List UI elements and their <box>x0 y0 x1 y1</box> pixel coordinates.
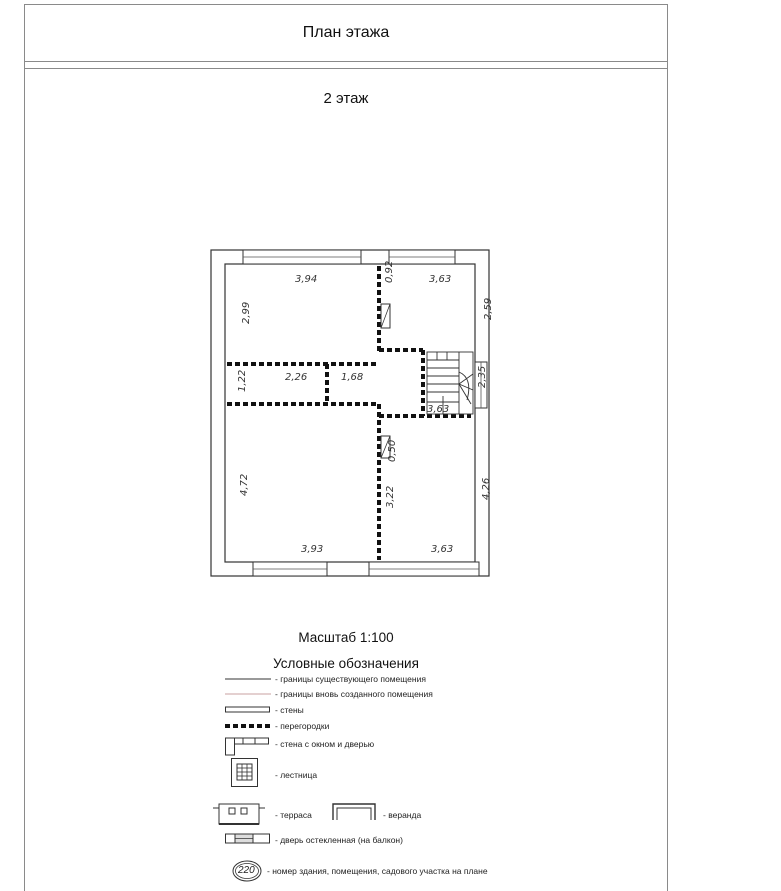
terrace-symbol <box>213 800 265 828</box>
dim-label: 0,50 <box>387 439 398 462</box>
document-sheet <box>24 4 668 891</box>
legend-glazed-door: - дверь остекленная (на балкон) <box>275 835 403 845</box>
legend-new-boundary: - границы вновь созданного помещения <box>275 689 433 699</box>
new-boundary-symbol <box>225 691 271 697</box>
number-sample: 220 <box>238 865 255 876</box>
legend-wall-window-door: - стена с окном и дверью <box>275 739 375 749</box>
legend-stairs: - лестница <box>275 770 318 780</box>
dim-label: 4,72 <box>239 473 250 496</box>
legend-veranda: - веранда <box>383 810 422 820</box>
dim-label: 3,93 <box>301 544 324 555</box>
scale-label: Масштаб 1:100 <box>298 630 394 645</box>
legend-existing-boundary: - границы существующего помещения <box>275 674 426 684</box>
dim-label: 2,26 <box>285 372 308 383</box>
dim-label: 1,22 <box>237 369 248 392</box>
dim-label: 3,63 <box>429 274 452 285</box>
dim-label: 3,94 <box>295 274 318 285</box>
glazed-door-symbol <box>225 831 271 847</box>
legend <box>25 4 667 891</box>
dim-label: 2,35 <box>477 365 488 388</box>
legend-title: Условные обозначения <box>273 656 419 671</box>
dim-label: 3,63 <box>427 404 450 415</box>
walls-symbol <box>225 706 271 714</box>
legend-walls: - стены <box>275 705 304 715</box>
floor-label: 2 этаж <box>323 90 369 107</box>
existing-boundary-symbol <box>225 676 271 682</box>
dim-label: 2,99 <box>241 301 252 324</box>
dim-label: 3,22 <box>385 485 396 508</box>
legend-number-note: - номер здания, помещения, садового участка на плане <box>267 866 488 876</box>
page-title: План этажа <box>302 24 390 41</box>
dim-label: 0,92 <box>384 260 395 283</box>
dim-label: 2,59 <box>483 297 494 320</box>
veranda-symbol <box>331 800 379 822</box>
dim-label: 1,68 <box>341 372 364 383</box>
stairs-symbol <box>231 758 259 788</box>
partitions-symbol <box>225 722 271 730</box>
dim-label: 4,26 <box>481 477 492 500</box>
wall-window-door-symbol <box>225 734 271 756</box>
legend-terrace: - терраса <box>275 810 312 820</box>
dim-label: 3,63 <box>431 544 454 555</box>
legend-partitions: - перегородки <box>275 721 330 731</box>
